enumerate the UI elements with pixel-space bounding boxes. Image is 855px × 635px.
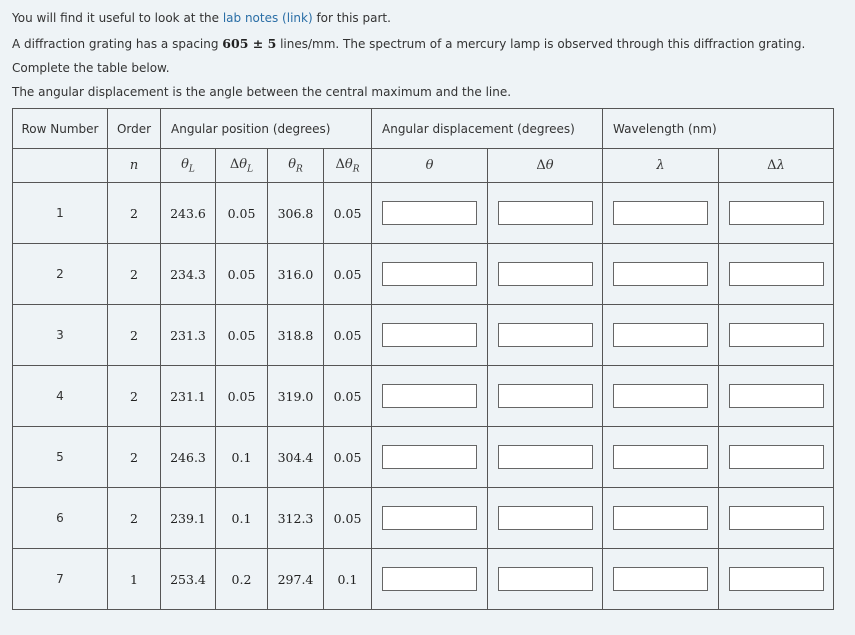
theta-l-value: 231.3 bbox=[161, 305, 216, 366]
row-number: 7 bbox=[13, 549, 108, 610]
theta-input[interactable] bbox=[382, 262, 477, 286]
symbol-delta-theta: Δθ bbox=[488, 149, 603, 183]
delta-theta-input[interactable] bbox=[498, 567, 593, 591]
theta-r-value: 319.0 bbox=[268, 366, 324, 427]
delta-theta-cell bbox=[488, 183, 603, 244]
theta-cell bbox=[372, 244, 488, 305]
results-table bbox=[12, 108, 834, 610]
delta-lambda-cell bbox=[719, 183, 834, 244]
row-number: 5 bbox=[13, 427, 108, 488]
lab-notes-link[interactable]: lab notes (link) bbox=[222, 11, 313, 25]
symbol-delta-lambda: Δλ bbox=[719, 149, 834, 183]
delta-theta-cell bbox=[488, 366, 603, 427]
lambda-cell bbox=[603, 549, 719, 610]
delta-theta-input[interactable] bbox=[498, 323, 593, 347]
delta-lambda-input[interactable] bbox=[729, 201, 824, 225]
theta-l-value: 239.1 bbox=[161, 488, 216, 549]
intro-line-2 bbox=[12, 36, 805, 51]
delta-theta-cell bbox=[488, 305, 603, 366]
order-header: Order bbox=[108, 109, 161, 149]
intro-line-1 bbox=[12, 11, 391, 25]
theta-input[interactable] bbox=[382, 384, 477, 408]
delta-lambda-cell bbox=[719, 549, 834, 610]
lambda-input[interactable] bbox=[613, 323, 708, 347]
delta-theta-l-value: 0.05 bbox=[216, 183, 268, 244]
delta-lambda-input[interactable] bbox=[729, 384, 824, 408]
intro-text: You will find it useful to look at the bbox=[12, 11, 223, 25]
delta-theta-l-value: 0.1 bbox=[216, 488, 268, 549]
lambda-input[interactable] bbox=[613, 201, 708, 225]
order-value: 2 bbox=[108, 488, 161, 549]
theta-l-value: 231.1 bbox=[161, 366, 216, 427]
delta-theta-input[interactable] bbox=[498, 445, 593, 469]
theta-r-value: 304.4 bbox=[268, 427, 324, 488]
delta-lambda-input[interactable] bbox=[729, 445, 824, 469]
angular-position-header: Angular position (degrees) bbox=[161, 109, 372, 149]
table-row bbox=[13, 183, 834, 244]
order-value: 2 bbox=[108, 183, 161, 244]
order-value: 2 bbox=[108, 305, 161, 366]
delta-lambda-cell bbox=[719, 488, 834, 549]
theta-cell bbox=[372, 549, 488, 610]
lambda-cell bbox=[603, 305, 719, 366]
delta-lambda-input[interactable] bbox=[729, 567, 824, 591]
lambda-input[interactable] bbox=[613, 445, 708, 469]
delta-lambda-input[interactable] bbox=[729, 323, 824, 347]
lambda-input[interactable] bbox=[613, 567, 708, 591]
symbol-delta-theta-l: $\Delta\theta_L$ bbox=[216, 149, 268, 183]
intro-text: for this part. bbox=[312, 11, 391, 25]
delta-theta-input[interactable] bbox=[498, 384, 593, 408]
intro-text: A diffraction grating has a spacing bbox=[12, 37, 223, 51]
lambda-input[interactable] bbox=[613, 384, 708, 408]
theta-r-value: 312.3 bbox=[268, 488, 324, 549]
delta-theta-l-value: 0.05 bbox=[216, 244, 268, 305]
theta-r-value: 306.8 bbox=[268, 183, 324, 244]
theta-input[interactable] bbox=[382, 567, 477, 591]
delta-lambda-input[interactable] bbox=[729, 262, 824, 286]
delta-theta-r-value: 0.05 bbox=[324, 427, 372, 488]
row-number: 6 bbox=[13, 488, 108, 549]
symbol-theta: θ bbox=[372, 149, 488, 183]
lambda-cell bbox=[603, 427, 719, 488]
grating-spacing-value: 605 ± 5 bbox=[222, 36, 277, 51]
angular-displacement-header: Angular displacement (degrees) bbox=[372, 109, 603, 149]
theta-cell bbox=[372, 305, 488, 366]
row-number: 4 bbox=[13, 366, 108, 427]
intro-line-4: The angular displacement is the angle between the central maximum and the line. bbox=[12, 85, 512, 99]
row-number: 3 bbox=[13, 305, 108, 366]
theta-input[interactable] bbox=[382, 201, 477, 225]
intro-text: lines/mm. The spectrum of a mercury lamp is observed through this diffraction grating. bbox=[276, 37, 806, 51]
delta-theta-r-value: 0.05 bbox=[324, 366, 372, 427]
symbol-theta-l: $\theta_L$ bbox=[161, 149, 216, 183]
delta-theta-input[interactable] bbox=[498, 506, 593, 530]
delta-lambda-input[interactable] bbox=[729, 506, 824, 530]
lambda-cell bbox=[603, 183, 719, 244]
table-row bbox=[13, 244, 834, 305]
order-value: 2 bbox=[108, 427, 161, 488]
delta-theta-cell bbox=[488, 427, 603, 488]
symbol-row bbox=[13, 149, 834, 183]
delta-theta-input[interactable] bbox=[498, 262, 593, 286]
delta-theta-r-value: 0.05 bbox=[324, 488, 372, 549]
lambda-cell bbox=[603, 366, 719, 427]
theta-l-value: 253.4 bbox=[161, 549, 216, 610]
theta-input[interactable] bbox=[382, 506, 477, 530]
lambda-input[interactable] bbox=[613, 506, 708, 530]
delta-theta-l-value: 0.05 bbox=[216, 305, 268, 366]
lambda-input[interactable] bbox=[613, 262, 708, 286]
header-row bbox=[13, 109, 834, 149]
order-value: 2 bbox=[108, 244, 161, 305]
delta-theta-r-value: 0.1 bbox=[324, 549, 372, 610]
delta-theta-cell bbox=[488, 549, 603, 610]
delta-theta-l-value: 0.1 bbox=[216, 427, 268, 488]
delta-lambda-cell bbox=[719, 244, 834, 305]
table-row bbox=[13, 366, 834, 427]
symbol-blank bbox=[13, 149, 108, 183]
delta-theta-cell bbox=[488, 244, 603, 305]
delta-lambda-cell bbox=[719, 427, 834, 488]
theta-cell bbox=[372, 183, 488, 244]
theta-r-value: 318.8 bbox=[268, 305, 324, 366]
theta-cell bbox=[372, 366, 488, 427]
delta-theta-input[interactable] bbox=[498, 201, 593, 225]
theta-l-value: 246.3 bbox=[161, 427, 216, 488]
table-row bbox=[13, 549, 834, 610]
wavelength-header: Wavelength (nm) bbox=[603, 109, 834, 149]
theta-l-value: 234.3 bbox=[161, 244, 216, 305]
delta-theta-l-value: 0.05 bbox=[216, 366, 268, 427]
theta-r-value: 316.0 bbox=[268, 244, 324, 305]
delta-theta-r-value: 0.05 bbox=[324, 244, 372, 305]
lambda-cell bbox=[603, 244, 719, 305]
delta-theta-r-value: 0.05 bbox=[324, 305, 372, 366]
row-number: 2 bbox=[13, 244, 108, 305]
delta-theta-l-value: 0.2 bbox=[216, 549, 268, 610]
order-value: 2 bbox=[108, 366, 161, 427]
symbol-lambda: λ bbox=[603, 149, 719, 183]
intro-line-3: Complete the table below. bbox=[12, 61, 170, 75]
delta-lambda-cell bbox=[719, 366, 834, 427]
table-row bbox=[13, 305, 834, 366]
theta-cell bbox=[372, 427, 488, 488]
delta-theta-r-value: 0.05 bbox=[324, 183, 372, 244]
theta-input[interactable] bbox=[382, 323, 477, 347]
delta-lambda-cell bbox=[719, 305, 834, 366]
row-number: 1 bbox=[13, 183, 108, 244]
symbol-n: n bbox=[108, 149, 161, 183]
row-number-header: Row Number bbox=[13, 109, 108, 149]
symbol-delta-theta-r: $\Delta\theta_R$ bbox=[324, 149, 372, 183]
lambda-cell bbox=[603, 488, 719, 549]
symbol-theta-r: $\theta_R$ bbox=[268, 149, 324, 183]
delta-theta-cell bbox=[488, 488, 603, 549]
order-value: 1 bbox=[108, 549, 161, 610]
table-row bbox=[13, 488, 834, 549]
theta-r-value: 297.4 bbox=[268, 549, 324, 610]
theta-l-value: 243.6 bbox=[161, 183, 216, 244]
table-row bbox=[13, 427, 834, 488]
theta-input[interactable] bbox=[382, 445, 477, 469]
theta-cell bbox=[372, 488, 488, 549]
